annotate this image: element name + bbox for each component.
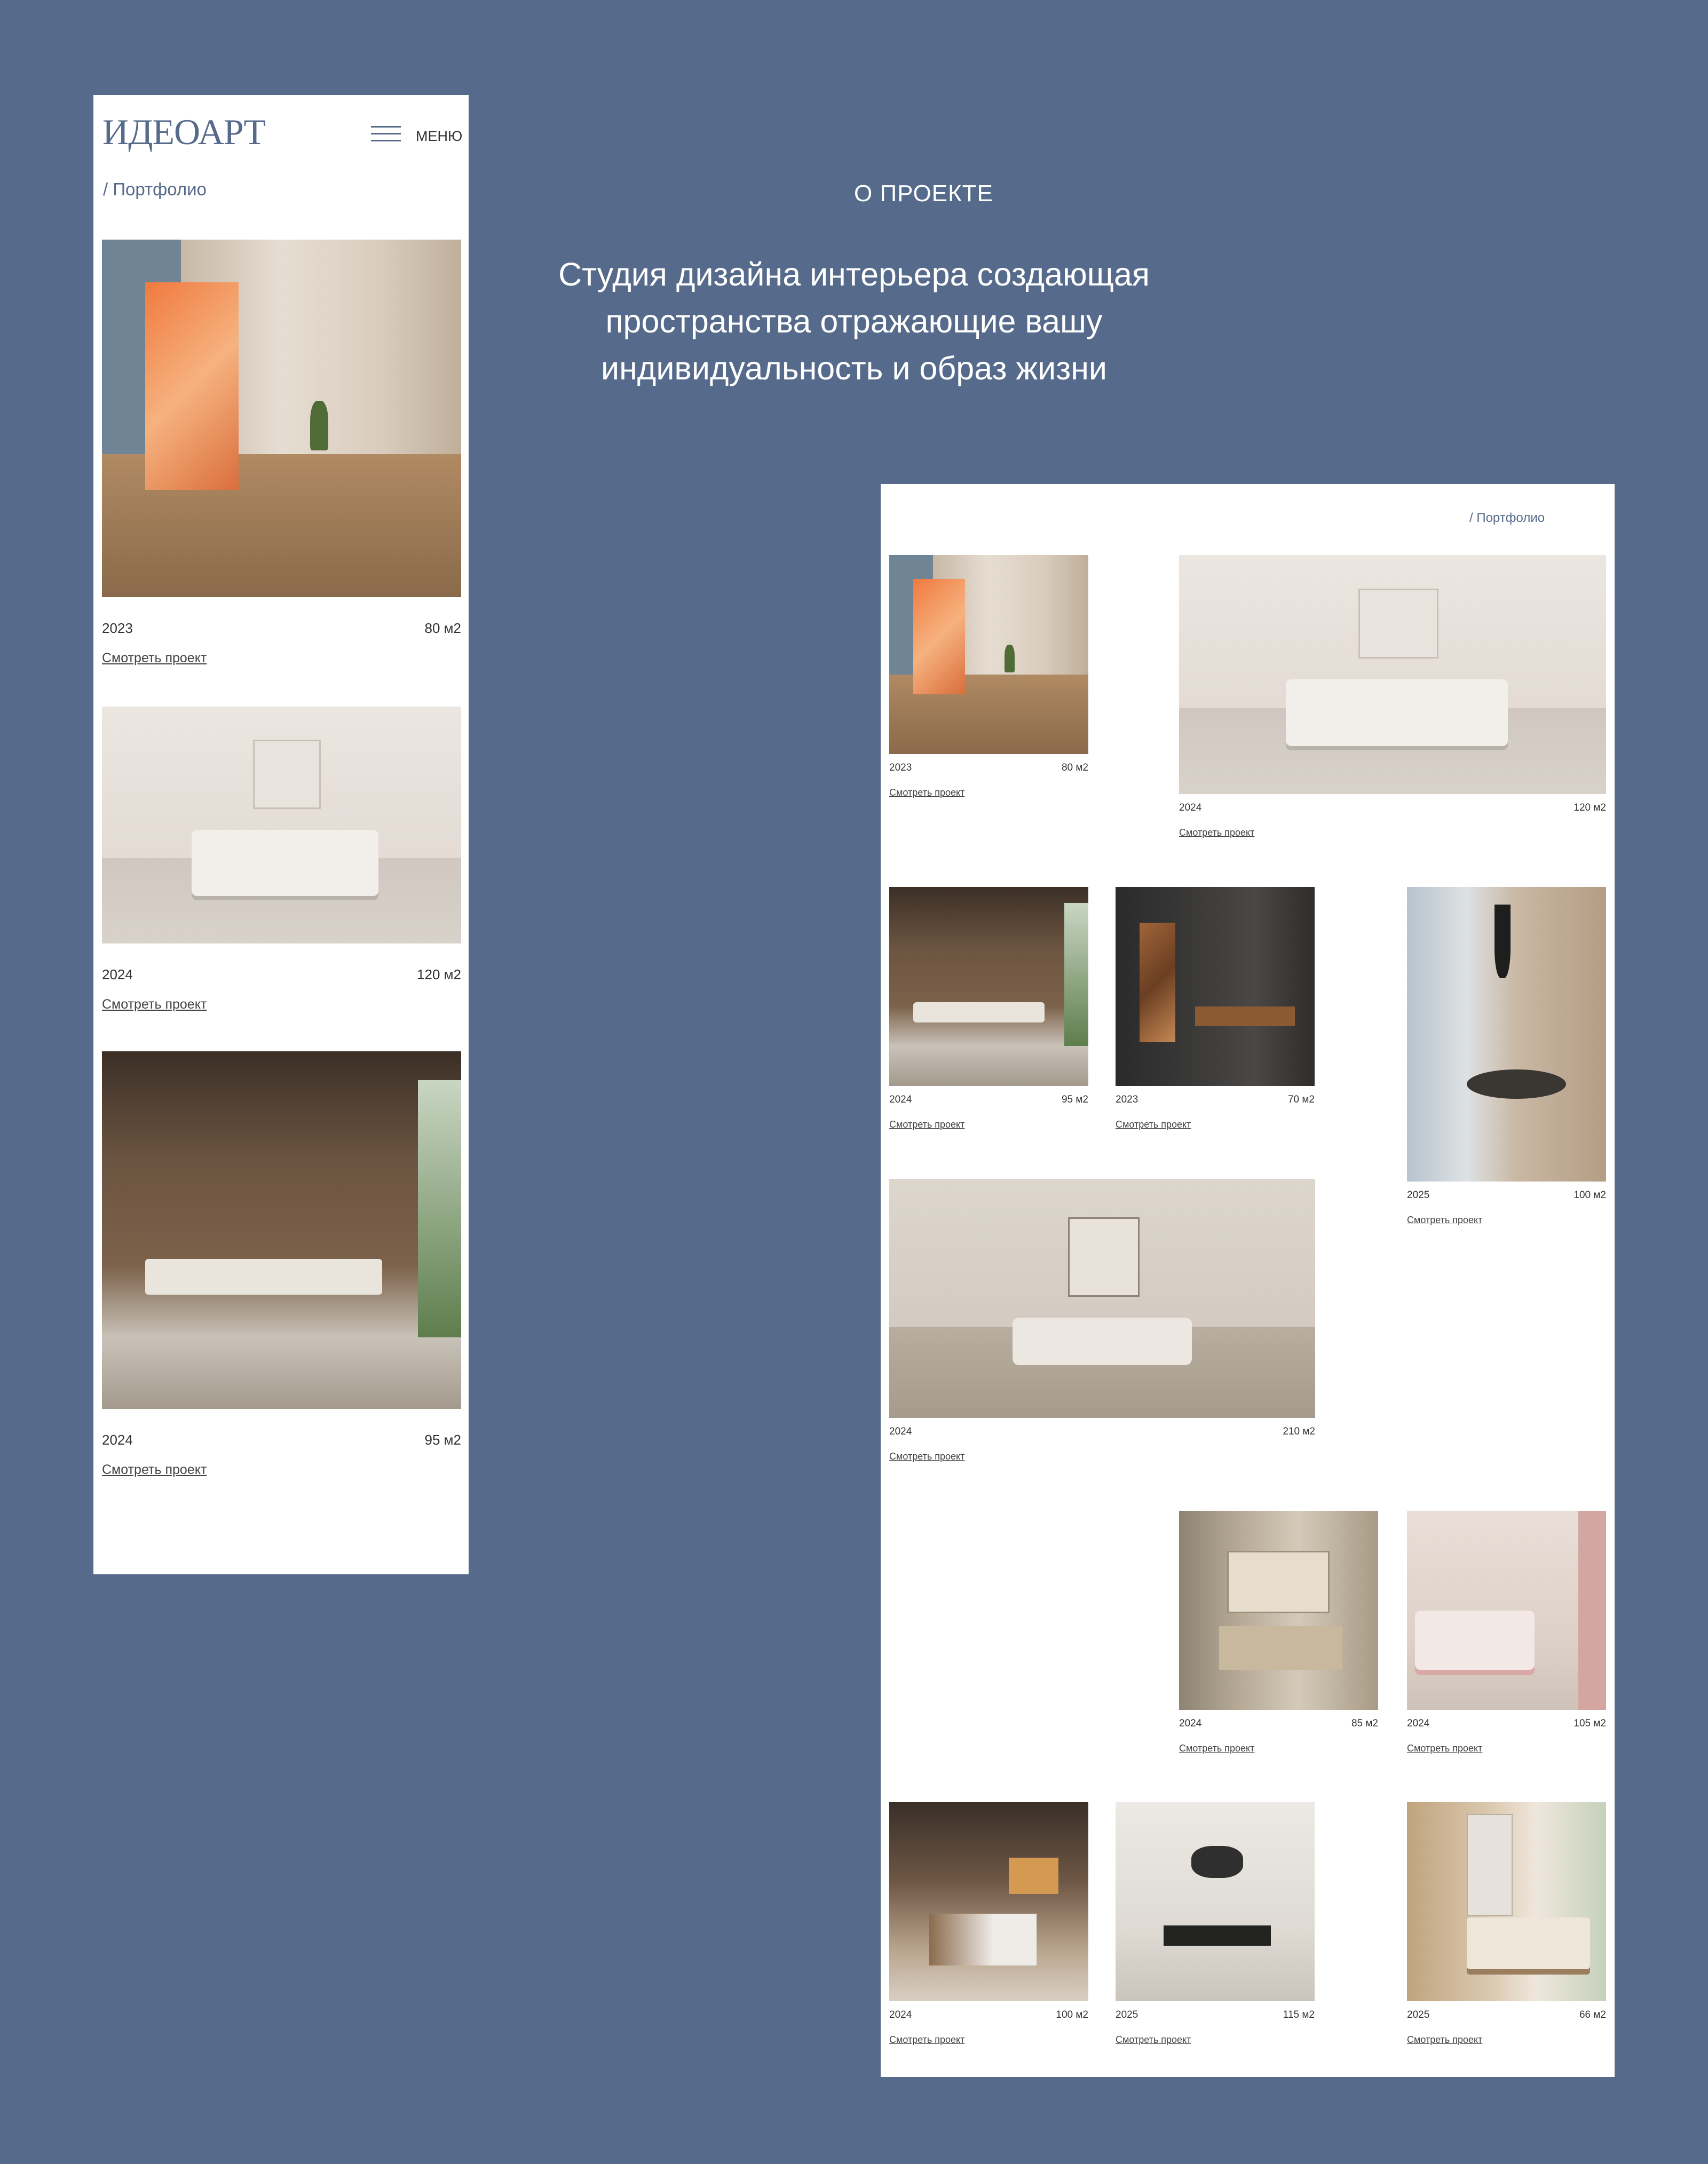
project-year: 2023 bbox=[1116, 1094, 1138, 1105]
view-project-link[interactable]: Смотреть проект bbox=[1116, 1119, 1191, 1130]
project-year: 2025 bbox=[1407, 1190, 1430, 1201]
view-project-link[interactable]: Смотреть проект bbox=[1407, 1215, 1483, 1225]
project-photo-pink-bedroom[interactable] bbox=[1407, 1511, 1606, 1710]
project-card[interactable] bbox=[1179, 555, 1606, 838]
project-photo-corridor[interactable] bbox=[889, 555, 1088, 754]
project-card[interactable] bbox=[102, 707, 461, 1012]
project-area: 100 м2 bbox=[1056, 2009, 1088, 2020]
project-photo-kitchen[interactable] bbox=[102, 1051, 461, 1409]
project-photo-bathroom-vanity[interactable] bbox=[1179, 1511, 1378, 1710]
project-year: 2025 bbox=[1407, 2009, 1430, 2020]
project-card[interactable] bbox=[889, 887, 1088, 1130]
project-photo-bedroom-wardrobe[interactable] bbox=[1407, 1802, 1606, 2001]
project-area: 120 м2 bbox=[417, 966, 461, 982]
project-card[interactable] bbox=[889, 1802, 1088, 2045]
project-area: 85 м2 bbox=[1351, 1718, 1378, 1729]
project-area: 95 м2 bbox=[1061, 1094, 1088, 1105]
project-year: 2024 bbox=[1179, 1718, 1202, 1729]
project-area: 115 м2 bbox=[1283, 2009, 1315, 2020]
project-area: 66 м2 bbox=[1579, 2009, 1606, 2020]
project-area: 210 м2 bbox=[1283, 1426, 1315, 1437]
project-year: 2024 bbox=[1407, 1718, 1430, 1729]
project-year: 2024 bbox=[102, 966, 133, 982]
view-project-link[interactable]: Смотреть проект bbox=[1116, 2034, 1191, 2045]
project-year: 2023 bbox=[889, 762, 912, 773]
view-project-link[interactable]: Смотреть проект bbox=[1407, 1743, 1483, 1754]
about-line: Студия дизайна интерьера создающая bbox=[558, 256, 1150, 292]
view-project-link[interactable]: Смотреть проект bbox=[102, 997, 207, 1012]
project-card[interactable] bbox=[1407, 887, 1606, 1225]
project-card[interactable] bbox=[1179, 1511, 1378, 1754]
project-card[interactable] bbox=[1407, 1511, 1606, 1754]
project-photo-bedroom[interactable] bbox=[1179, 555, 1606, 794]
view-project-link[interactable]: Смотреть проект bbox=[102, 1462, 207, 1477]
view-project-link[interactable]: Смотреть проект bbox=[889, 787, 965, 798]
mobile-page bbox=[93, 95, 469, 1574]
project-card[interactable] bbox=[1407, 1802, 1606, 2045]
project-year: 2024 bbox=[889, 1426, 912, 1437]
burger-icon bbox=[371, 126, 401, 142]
project-photo-living-room[interactable] bbox=[889, 1179, 1315, 1418]
project-card[interactable] bbox=[102, 1051, 461, 1477]
project-photo-dining[interactable] bbox=[1407, 887, 1606, 1182]
about-description bbox=[480, 251, 1228, 392]
view-project-link[interactable]: Смотреть проект bbox=[889, 1451, 965, 1462]
project-card[interactable] bbox=[1116, 1802, 1315, 2045]
project-area: 105 м2 bbox=[1573, 1718, 1606, 1729]
project-area: 70 м2 bbox=[1287, 1094, 1315, 1105]
project-photo-dining-room[interactable] bbox=[1116, 1802, 1315, 2001]
view-project-link[interactable]: Смотреть проект bbox=[1179, 827, 1255, 838]
project-card[interactable] bbox=[889, 555, 1088, 798]
about-line: индивидуальность и образ жизни bbox=[601, 350, 1107, 386]
project-year: 2025 bbox=[1116, 2009, 1138, 2020]
project-area: 120 м2 bbox=[1573, 802, 1606, 813]
logo[interactable]: ИДЕОАРТ bbox=[102, 112, 266, 152]
project-card[interactable] bbox=[1116, 887, 1315, 1130]
project-photo-kitchen[interactable] bbox=[889, 887, 1088, 1086]
project-photo-kitchen-island[interactable] bbox=[889, 1802, 1088, 2001]
project-year: 2024 bbox=[1179, 802, 1202, 813]
project-area: 100 м2 bbox=[1573, 1190, 1606, 1201]
project-photo-corridor[interactable] bbox=[102, 240, 461, 597]
project-year: 2024 bbox=[889, 2009, 912, 2020]
project-photo-bedroom[interactable] bbox=[102, 707, 461, 944]
view-project-link[interactable]: Смотреть проект bbox=[1179, 1743, 1255, 1754]
project-year: 2024 bbox=[889, 1094, 912, 1105]
project-card[interactable] bbox=[102, 240, 461, 665]
project-area: 95 м2 bbox=[424, 1432, 461, 1448]
view-project-link[interactable]: Смотреть проект bbox=[889, 1119, 965, 1130]
menu-label: МЕНЮ bbox=[416, 128, 463, 144]
view-project-link[interactable]: Смотреть проект bbox=[889, 2034, 965, 2045]
breadcrumb[interactable]: / Портфолио bbox=[1469, 511, 1545, 525]
project-area: 80 м2 bbox=[424, 620, 461, 636]
project-card[interactable] bbox=[889, 1179, 1315, 1462]
about-line: пространства отражающие вашу bbox=[605, 303, 1103, 339]
project-photo-bathroom[interactable] bbox=[1116, 887, 1315, 1086]
project-year: 2024 bbox=[102, 1432, 133, 1448]
view-project-link[interactable]: Смотреть проект bbox=[102, 651, 207, 665]
view-project-link[interactable]: Смотреть проект bbox=[1407, 2034, 1483, 2045]
project-year: 2023 bbox=[102, 620, 133, 636]
desktop-page bbox=[881, 484, 1615, 2077]
breadcrumb[interactable]: / Портфолио bbox=[103, 179, 207, 199]
project-area: 80 м2 bbox=[1061, 762, 1088, 773]
menu-button[interactable] bbox=[371, 123, 462, 146]
